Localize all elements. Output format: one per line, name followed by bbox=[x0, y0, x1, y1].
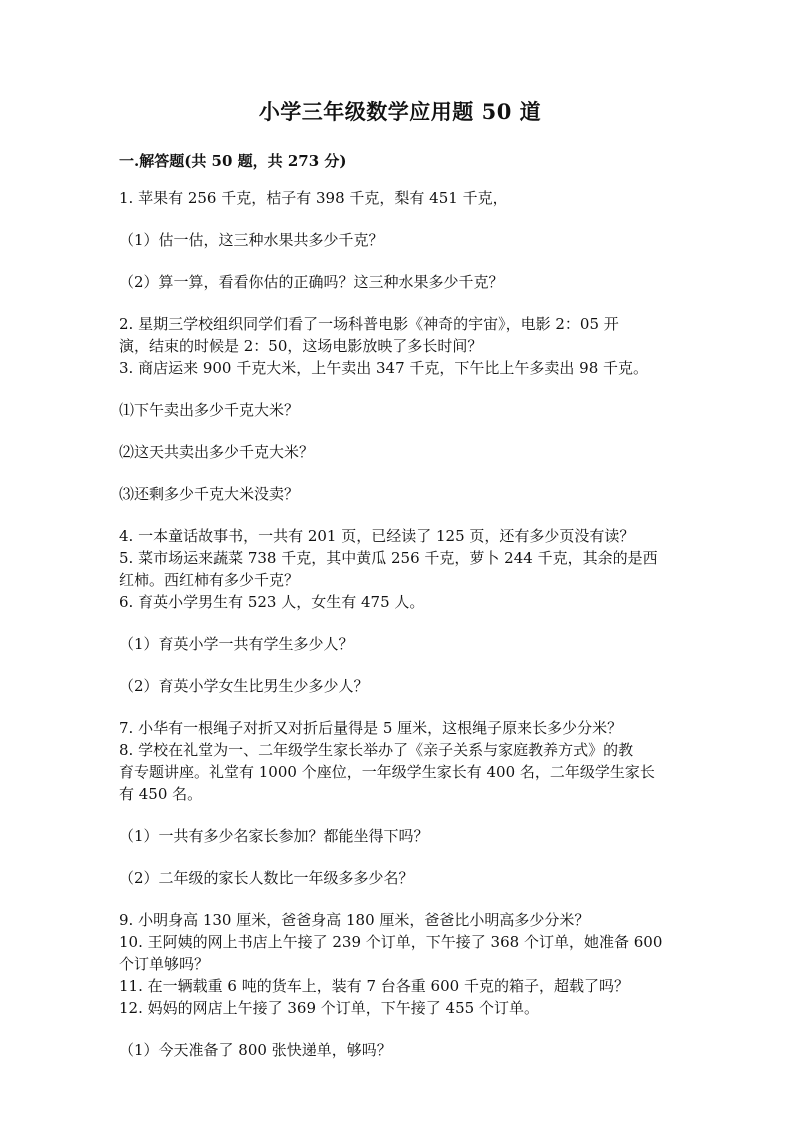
section-heading: 一.解答题(共 50 题，共 273 分) bbox=[119, 152, 347, 170]
problem-6-part-1: （1）育英小学一共有学生多少人？ bbox=[119, 635, 354, 653]
problem-8-line: 8. 学校在礼堂为一、二年级学生家长举办了《亲子关系与家庭教养方式》的教 bbox=[119, 741, 634, 759]
problem-11-line: 11. 在一辆载重 6 吨的货车上，装有 7 台各重 600 千克的箱子，超载了吗？ bbox=[119, 977, 629, 995]
problem-10-line: 10. 王阿姨的网上书店上午接了 239 个订单，下午接了 368 个订单，她准备 600 bbox=[119, 933, 663, 951]
problem-6-line: 6. 育英小学男生有 523 人，女生有 475 人。 bbox=[119, 593, 425, 611]
problem-2-line-cont: 演，结束的时候是 2：50，这场电影放映了多长时间？ bbox=[119, 337, 483, 355]
problem-8-line-cont: 育专题讲座。礼堂有 1000 个座位，一年级学生家长有 400 名，二年级学生家长 bbox=[119, 763, 655, 781]
problem-2-line: 2. 星期三学校组织同学们看了一场科普电影《神奇的宇宙》，电影 2：05 开 bbox=[119, 315, 619, 333]
problem-6-part-2: （2）育英小学女生比男生少多少人？ bbox=[119, 677, 369, 695]
problem-3-part-1: ⑴下午卖出多少千克大米？ bbox=[119, 401, 300, 419]
problem-5-line: 5. 菜市场运来蔬菜 738 千克，其中黄瓜 256 千克，萝卜 244 千克，其余的是西 bbox=[119, 549, 658, 567]
problem-10-line-cont: 个订单够吗？ bbox=[119, 955, 210, 973]
problem-8-line-cont-2: 有 450 名。 bbox=[119, 785, 203, 803]
problem-12-part-1: （1）今天准备了 800 张快递单，够吗？ bbox=[119, 1041, 392, 1059]
problem-4-line: 4. 一本童话故事书，一共有 201 页，已经读了 125 页，还有多少页没有读？ bbox=[119, 527, 635, 545]
problem-1-part-2: （2）算一算，看看你估的正确吗？这三种水果多少千克？ bbox=[119, 273, 504, 291]
problem-7-line: 7. 小华有一根绳子对折又对折后量得是 5 厘米，这根绳子原来长多少分米？ bbox=[119, 719, 623, 737]
problem-5-line-cont: 红柿。西红柿有多少千克？ bbox=[119, 571, 300, 589]
problem-1-part-1: （1）估一估，这三种水果共多少千克？ bbox=[119, 231, 384, 249]
problem-9-line: 9. 小明身高 130 厘米，爸爸身高 180 厘米，爸爸比小明高多少分米？ bbox=[119, 911, 590, 929]
problem-8-part-2: （2）二年级的家长人数比一年级多多少名？ bbox=[119, 869, 414, 887]
page-title: 小学三年级数学应用题 50 道 bbox=[258, 99, 542, 124]
problem-3-part-3: ⑶还剩多少千克大米没卖？ bbox=[119, 485, 300, 503]
problem-12-line: 12. 妈妈的网店上午接了 369 个订单，下午接了 455 个订单。 bbox=[119, 999, 539, 1017]
problem-1-line: 1. 苹果有 256 千克，桔子有 398 千克，梨有 451 千克， bbox=[119, 189, 508, 207]
problem-3-line: 3. 商店运来 900 千克大米，上午卖出 347 千克，下午比上午多卖出 98 千克。 bbox=[119, 359, 649, 377]
problem-3-part-2: ⑵这天共卖出多少千克大米？ bbox=[119, 443, 315, 461]
problem-list bbox=[119, 187, 681, 1061]
problem-8-part-1: （1）一共有多少名家长参加？都能坐得下吗？ bbox=[119, 827, 429, 845]
